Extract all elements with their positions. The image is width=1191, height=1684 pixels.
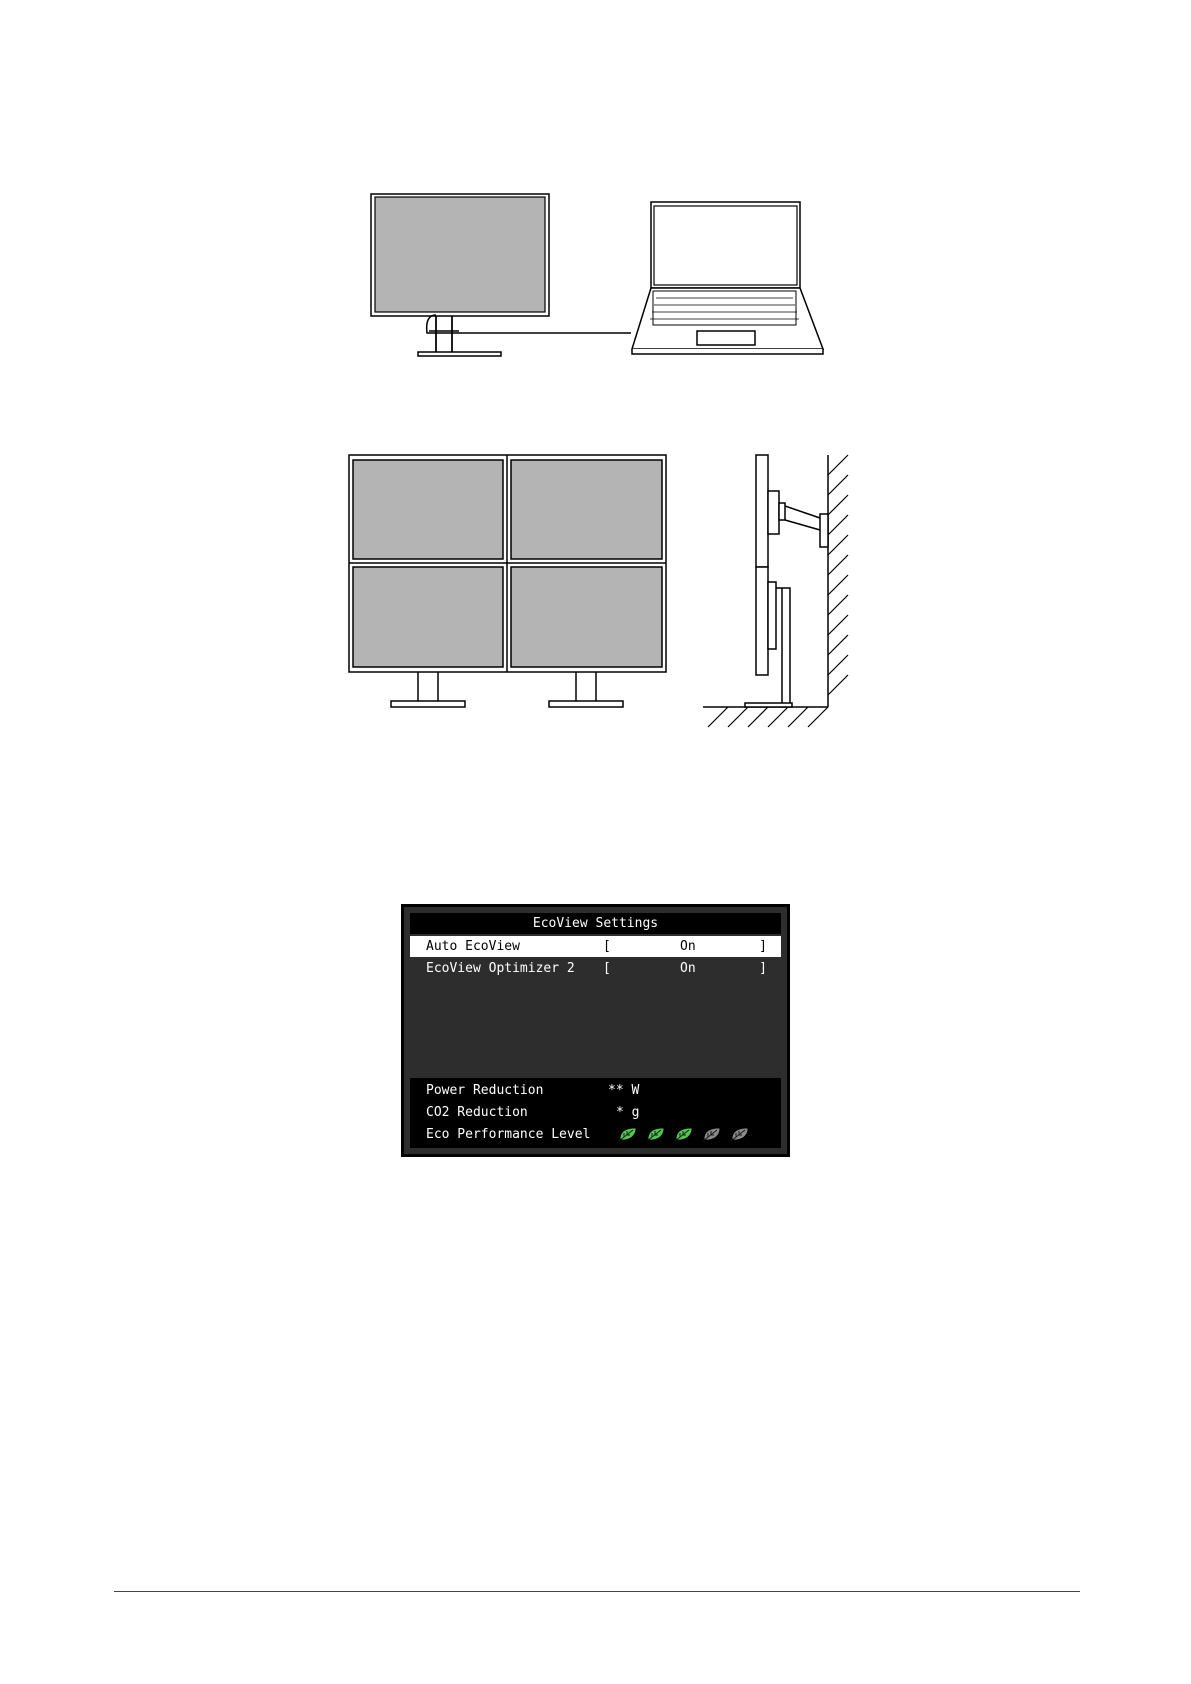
- setting-label: EcoView Optimizer 2: [426, 961, 575, 976]
- leaf-icon-active: [618, 1126, 638, 1142]
- bracket-close: ]: [759, 961, 767, 976]
- co2-reduction-row: [426, 1102, 640, 1122]
- eco-info-panel: [410, 1078, 781, 1148]
- eco-level-indicator: [618, 1124, 750, 1144]
- auto-ecoview-row[interactable]: [410, 936, 781, 957]
- setting-label: Auto EcoView: [426, 939, 520, 954]
- setting-value: On: [680, 939, 696, 954]
- setting-value: On: [680, 961, 696, 976]
- menu-title: EcoView Settings: [410, 913, 781, 934]
- multi-monitor-wall-illustration: [349, 455, 666, 707]
- bracket-open: [: [603, 939, 611, 954]
- power-reduction-label: Power Reduction: [426, 1082, 544, 1098]
- power-reduction-row: [426, 1080, 640, 1100]
- co2-reduction-value: * g: [616, 1104, 640, 1120]
- eco-performance-label: Eco Performance Level: [426, 1126, 591, 1142]
- ecoview-optimizer-row[interactable]: [410, 958, 781, 979]
- monitor-laptop-connection-illustration: [371, 194, 823, 356]
- power-reduction-value: ** W: [608, 1082, 640, 1098]
- leaf-icon-inactive: [702, 1126, 722, 1142]
- co2-reduction-label: CO2 Reduction: [426, 1104, 528, 1120]
- bracket-close: ]: [759, 939, 767, 954]
- bracket-open: [: [603, 961, 611, 976]
- page-footer-rule: [114, 1591, 1080, 1592]
- wall-mount-side-view-illustration: [703, 455, 848, 727]
- eco-performance-row: [426, 1124, 766, 1144]
- leaf-icon-inactive: [730, 1126, 750, 1142]
- leaf-icon-active: [646, 1126, 666, 1142]
- ecoview-settings-menu: [401, 904, 790, 1157]
- leaf-icon-active: [674, 1126, 694, 1142]
